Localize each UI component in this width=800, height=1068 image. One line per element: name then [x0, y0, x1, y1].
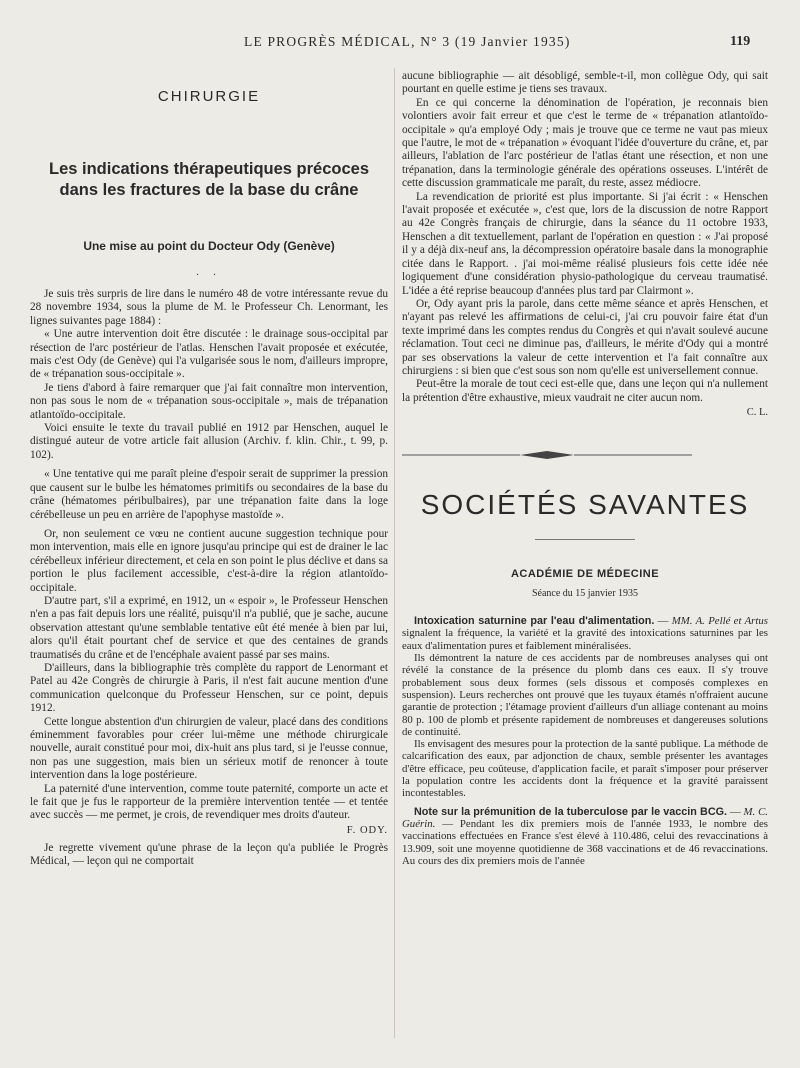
left-column [30, 76, 388, 869]
section-rule [535, 539, 635, 540]
abstract-title: Intoxication saturnine par l'eau d'alimentation. [414, 615, 655, 628]
paragraph: Peut-être la morale de tout ceci est-elle que, dans une leçon qui n'a nullement la prétention d'être exhaustive, mieux vaudrait ne citer aucun nom. [402, 378, 768, 404]
article-headline [30, 159, 388, 201]
abstract-item: Note sur la prémunition de la tuberculose par le vaccin BCG. — M. C. Guérin. — Pendant les dix premiers mois de l'année 1933, le nombre des vaccinations effectuées en France s'est élevé à 110.486, celui des revaccinations à 13.909, soit une moyenne quotidienne de 368 vaccinations et de 46 revaccinations. Au cours des dix premiers mois de l'année [402, 805, 769, 867]
author-signature: F. ODY. [346, 824, 388, 836]
abstract-title: Note sur la prémunition de la tuberculose par le vaccin BCG. [414, 805, 728, 818]
abstract-item [402, 652, 768, 738]
page-number: 119 [730, 34, 751, 49]
article-subheadline: Une mise au point du Docteur Ody (Genève) [83, 239, 335, 253]
running-head [0, 34, 800, 54]
session-date: Séance du 15 janvier 1935 [531, 588, 639, 600]
section-title-societes-savantes: SOCIÉTÉS SAVANTES [420, 489, 750, 521]
paragraph: Je regrette vivement qu'une phrase de la leçon qu'a publiée le Progrès Médical, — leçon qui ne comportait [30, 841, 388, 868]
right-column [402, 70, 768, 867]
paragraph: Je tiens d'abord à faire remarquer que j'ai fait connaître mon intervention, non pas sous le nom de « trépanation sous-occipitale », mais de trépanation atlantoïdo-occipitale. [30, 381, 388, 421]
headline-line-1: Les indications thérapeutiques précoces [48, 160, 369, 178]
abstract-item: Intoxication saturnine par l'eau d'alimentation. — MM. A. Pellé et Artus signalent la fréquence, la variété et la gravité des intoxications saturnines par les eaux d'alimentation pures et faiblement minéralisées. [402, 615, 768, 652]
paragraph: « Une tentative qui me paraît pleine d'espoir serait de supprimer la pression que causent sur le bulbe les hématomes primitifs ou secondaires de la base du crâne (hématomes péribulbaires), par une trépanation faite dans la loge cérébelleuse un peu en arrière de l'apophyse mastoïde ». [30, 468, 388, 521]
paragraph: Voici ensuite le texte du travail publié en 1912 par Henschen, auquel le distingué auteur de votre article fait allusion (Archiv. f. klin. Chir., t. 99, p. 102). [30, 422, 388, 461]
academy-heading: ACADÉMIE DE MÉDECINE [510, 568, 660, 581]
paragraph: D'autre part, s'il a exprimé, en 1912, un « espoir », le Professeur Henschen n'en a pas fait depuis lors une réalité, puisqu'il n'a publié, que je sache, aucune observation attestant qu'une semblable tentative eût été menée à bien par lui, alors qu'il était pourtant chef de service et que des centaines de grands traumatisés du crâne et de l'encéphale avaient passé par ses mains. [30, 594, 388, 661]
abstract-text: signalent la fréquence, la variété et la gravité des intoxications saturnines par les eaux d'alimentation pures et faiblement minéralisées. [402, 627, 768, 652]
ornament-divider [402, 448, 692, 462]
headline-line-2: dans les fractures de la base du crâne [59, 181, 359, 199]
paragraph: « Une autre intervention doit être discutée : le drainage sous-occipital par résection de l'arc postérieur de l'atlas. Henschen l'avait proposée et exécutée, mais c'est Ody (de Genève) qui l'a vulgarisée sous le nom, d'ailleurs impropre, de « trépanation sous-occipitale ». [30, 328, 388, 381]
abstract-text: Pendant les dix premiers mois de l'année 1933, le nombre des vaccinations effectuées en France s'est élevé à 110.486, celui des revaccinations à 13.909, soit une moyenne quotidienne de 368 vaccinations et de 46 revaccinations. Au cours des dix premiers mois de l'année [402, 817, 768, 867]
abstract-authors: MM. A. Pellé et Artus [671, 615, 768, 628]
paragraph: En ce qui concerne la dénomination de l'opération, je reconnais bien volontiers avoir fait erreur et que c'est le terme de « trépanation atlantoïdo-occipitale » qu'a employé Ody ; mais je trouve que ce terme ne vaut pas mieux que l'autre, le mot de « trépanation » évoquant l'idée d'ouverture du crâne, et, par ailleurs, l'ablation de l'arc postérieur de l'atlas étant une résection, et non une trépanation, dans la terminologie générale des opérations osseuses. L'intérêt de cette discussion grammaticale me paraît, du reste, assez médiocre. [402, 96, 768, 190]
column-divider [394, 68, 395, 1038]
abstract-authors: M. C. Guérin. [402, 805, 769, 830]
paragraph: Or, Ody ayant pris la parole, dans cette même séance et après Henschen, et n'ayant pas relevé les affirmations de celui-ci, j'ai cru pouvoir faire état d'un texte imprimé dans les comptes rendus du Congrès et qui n'avait soulevé aucune réclamation. Tout ceci ne diminue pas, d'ailleurs, le mérite d'Ody qui a montré par ses observations la valeur de cette intervention et l'a fait connaître aux chirurgiens : si bien que c'est sous son nom qu'elle est universellement connue. [402, 297, 768, 377]
editor-signature: C. L. [746, 407, 768, 419]
paragraph: Cette longue abstention d'un chirurgien de valeur, placé dans des conditions éminemment favorables pour créer lui-même une méthode chirurgicale nouvelle, aurait constitué pour moi, dix-huit ans plus tard, si je l'eusse connue, non pas une suggestion, mais bien un sérieux motif de renoncer à toute intervention dans la loge postérieure. [30, 715, 388, 782]
section-title-chirurgie: CHIRURGIE [157, 88, 261, 105]
paragraph: La revendication de priorité est plus importante. Si j'ai écrit : « Henschen l'avait proposée et exécutée », c'est que, lors de la discussion de notre Rapport au 42e Congrès français de chirurgie, dans la séance du 11 octobre 1933, Henschen a dit textuellement, parlant de l'opération en question : « J'ai proposé il y a déjà dix-neuf ans, la décompression opératoire basale dans la monographie citée dans le Rapport. . j'ai moi-même réalisé plusieurs fois cette idée née logiquement d'une considération physio-pathologique du cerveau traumatisé. L'idée a été reprise beaucoup d'années plus tard par Clairmont ». [402, 190, 768, 297]
paragraph: La paternité d'une intervention, comme toute paternité, comporte un acte et le fait que je fus le rapporteur de la première intervention tentée — et tentée avec succès — me permet, je crois, de revendiquer mes droits d'auteur. [30, 782, 388, 822]
abstract-text: Ils démontrent la nature de ces accidents par de nombreuses analyses qui ont révélé la constance de la présence du plomb dans ces eaux. Il s'y trouve probablement sous deux formes (sels dissous et composés complexes en suspension). Leurs recherches ont prouvé que les tuyaux étamés n'offraient aucune garantie de protection ; l'étamage provient d'ailleurs d'un alliage contenant au moins 80 p. 100 de plomb et présente rapidement de nombreuses et dangereuses solutions de continuité. [402, 652, 768, 738]
paragraph: Or, non seulement ce vœu ne contient aucune suggestion technique pour mon intervention, mais elle en ignore jusqu'au principe qui est de drainer le lac cérébelleux inférieur directement, et cela en son point le plus déclive et dans sa portion le plus facilement accessible, c'est-à-dire la région atlantoïdo-occipitale. [30, 527, 388, 594]
paragraph: D'ailleurs, dans la bibliographie très complète du rapport de Lenormant et Patel au 42e Congrès de chirurgie à Paris, il n'est fait aucune mention d'une communication quelconque du Professeur Henschen, sur ce point, depuis 1912. [30, 661, 388, 715]
paragraph: aucune bibliographie — ait désobligé, semble-t-il, mon collègue Ody, qui sait pourtant en quelle estime je tiens ses travaux. [402, 70, 768, 96]
paragraph: Je suis très surpris de lire dans le numéro 48 de votre intéressante revue du 28 novembre 1934, sous la plume de M. le Professeur Ch. Lenormant, les lignes suivantes page 1884) : [30, 288, 388, 327]
abstract-text: Ils envisagent des mesures pour la protection de la santé publique. La méthode de calcarification des eaux, par adjonction de chaux, semble présenter les avantages d'être efficace, peu coûteuse, d'application facile, et paraît s'imposer pour préserver la population contre les accidents dont la fréquence et la gravité paraissent incontestables. [402, 738, 768, 800]
abstract-item [402, 738, 768, 799]
journal-title: LE PROGRÈS MÉDICAL, N° 3 (19 Janvier 1935) [244, 34, 571, 49]
separator-dots: . . [196, 267, 222, 278]
